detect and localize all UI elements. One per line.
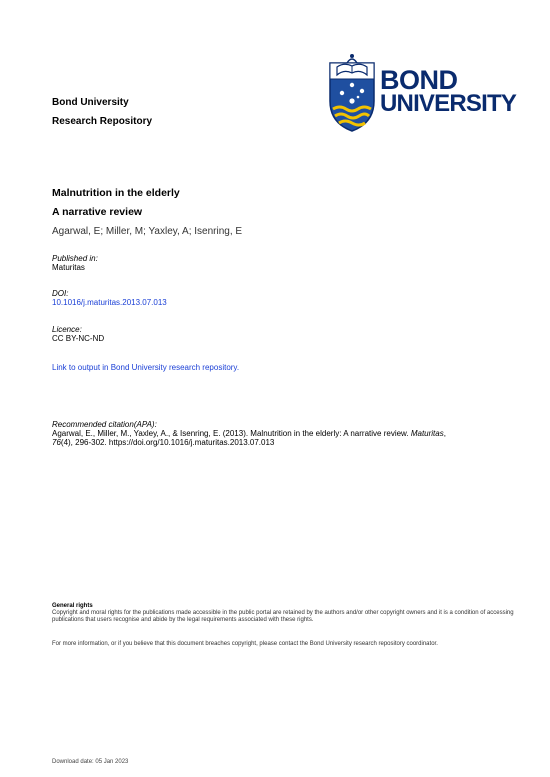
licence-value: CC BY-NC-ND [52, 334, 105, 343]
doi-label: DOI: [52, 289, 69, 298]
crest-icon [327, 53, 377, 133]
citation-line-1 [52, 429, 446, 438]
licence-label: Licence: [52, 325, 82, 334]
published-in-label: Published in: [52, 254, 98, 263]
citation-volume: 76 [52, 438, 61, 447]
citation-comma: , [443, 429, 446, 438]
download-date: Download date: 05 Jan 2023 [52, 759, 129, 765]
publication-title: Malnutrition in the elderly [52, 187, 180, 199]
citation-line-2 [52, 438, 274, 447]
repository-subtitle: Research Repository [52, 116, 153, 127]
logo-word-university: UNIVERSITY [380, 90, 517, 117]
published-in-value: Maturitas [52, 263, 85, 272]
citation-journal: Maturitas [410, 429, 444, 438]
citation-text: Agarwal, E., Miller, M., Yaxley, A., & Isenring, E. (2013). Malnutrition in the elderly: A narrative review. [52, 429, 411, 438]
citation-label: Recommended citation(APA): [52, 420, 157, 429]
citation-pages-doi: (4), 296-302. https://doi.org/10.1016/j.maturitas.2013.07.013 [60, 438, 275, 447]
repository-name: Bond University [52, 97, 129, 108]
publication-authors: Agarwal, E; Miller, M; Yaxley, A; Isenring, E [52, 226, 243, 237]
repository-output-link[interactable]: Link to output in Bond University research repository. [52, 363, 240, 372]
general-rights-text: Copyright and moral rights for the publications made accessible in the public portal are retained by the authors and/or other copyright owners and it is a condition of accessing publications that users recognise and abide by the legal requirements associated with these rights. [52, 610, 514, 623]
publication-subtitle: A narrative review [52, 206, 143, 218]
more-info-text: For more information, or if you believe that this document breaches copyright, please contact the Bond University research repository coordinator. [52, 641, 438, 647]
doi-link[interactable]: 10.1016/j.maturitas.2013.07.013 [52, 298, 167, 307]
general-rights-heading: General rights [52, 603, 93, 609]
bond-university-logo [327, 53, 522, 133]
logo-word-bond: BOND [380, 65, 458, 95]
